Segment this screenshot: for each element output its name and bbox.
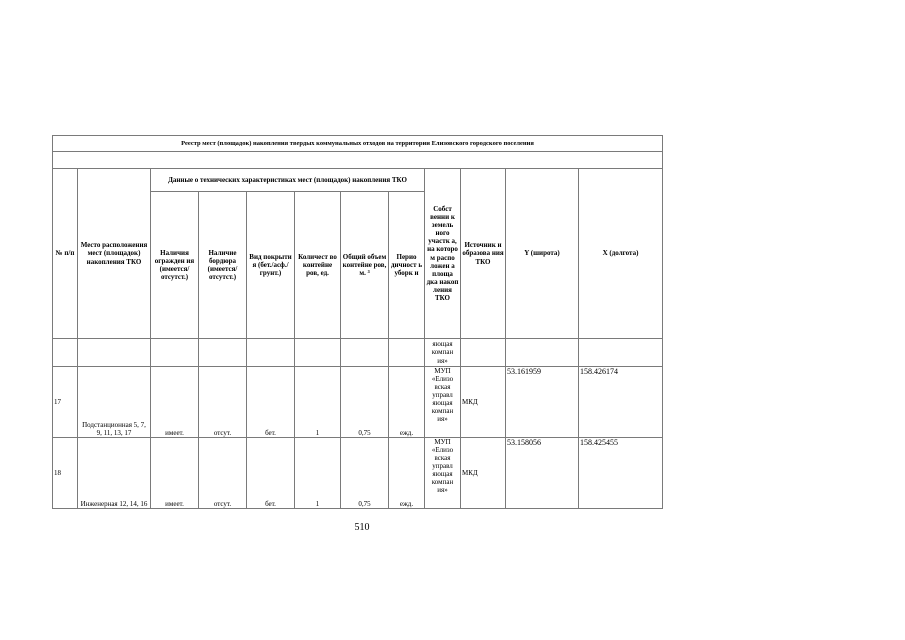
header-owner: Собст венни к земель ного участк а, на которо м распо ложен а площа дка накоп ления ТКО — [425, 169, 461, 339]
row-longitude: 158.425455 — [579, 438, 663, 509]
row-cover: бет. — [247, 367, 295, 438]
waste-sites-registry-table — [52, 135, 663, 509]
header-volume: Общий объем контейне ров, м. ³ — [341, 192, 389, 339]
row-number: 17 — [53, 367, 78, 438]
table-title: Реестр мест (площадок) накопления твердых коммунальных отходов на территории Елизовского городского поселения — [53, 136, 663, 152]
header-cover: Вид покрыти я (бет./асф./ грунт.) — [247, 192, 295, 339]
carry-over-row — [53, 339, 663, 367]
row-latitude: 53.158056 — [506, 438, 579, 509]
row-count: 1 — [295, 438, 341, 509]
header-longitude: X (долгота) — [579, 169, 663, 339]
row-longitude: 158.426174 — [579, 367, 663, 438]
row-count: 1 — [295, 367, 341, 438]
row-owner: МУП «Елизо вская управл яющая компан ия» — [425, 367, 461, 438]
carry-over-owner: яющая компан ия» — [425, 339, 461, 367]
row-frequency: ежд. — [389, 367, 425, 438]
row-fence: имеет. — [151, 438, 199, 509]
header-frequency: Перио дичност ь уборк и — [389, 192, 425, 339]
page-number: 510 — [354, 522, 370, 533]
row-source: МКД — [461, 438, 506, 509]
header-source: Источник и образова ния ТКО — [461, 169, 506, 339]
row-border: отсут. — [199, 367, 247, 438]
header-latitude: Y (широта) — [506, 169, 579, 339]
header-num: № п/п — [53, 169, 78, 339]
row-cover: бет. — [247, 438, 295, 509]
header-place: Место расположения мест (площадок) накопления ТКО — [78, 169, 151, 339]
row-latitude: 53.161959 — [506, 367, 579, 438]
row-source: МКД — [461, 367, 506, 438]
row-place: Подстанционная 5, 7, 9, 11, 13, 17 — [78, 367, 151, 438]
header-tech-group: Данные о технических характеристиках мест (площадок) накопления ТКО — [151, 169, 425, 192]
row-number: 18 — [53, 438, 78, 509]
row-owner: МУП «Елизо вская управл яющая компан ия» — [425, 438, 461, 509]
blank-row — [53, 152, 663, 169]
header-border: Наличие бордюра (имеется/ отсутст.) — [199, 192, 247, 339]
row-volume: 0,75 — [341, 438, 389, 509]
row-place: Инженерная 12, 14, 16 — [78, 438, 151, 509]
header-count: Количест во контейне ров, ед. — [295, 192, 341, 339]
row-border: отсут. — [199, 438, 247, 509]
header-fence: Наличия огражден ия (имеется/ отсутст.) — [151, 192, 199, 339]
row-fence: имеет. — [151, 367, 199, 438]
table-row — [53, 438, 663, 509]
table-row — [53, 367, 663, 438]
row-volume: 0,75 — [341, 367, 389, 438]
row-frequency: ежд. — [389, 438, 425, 509]
